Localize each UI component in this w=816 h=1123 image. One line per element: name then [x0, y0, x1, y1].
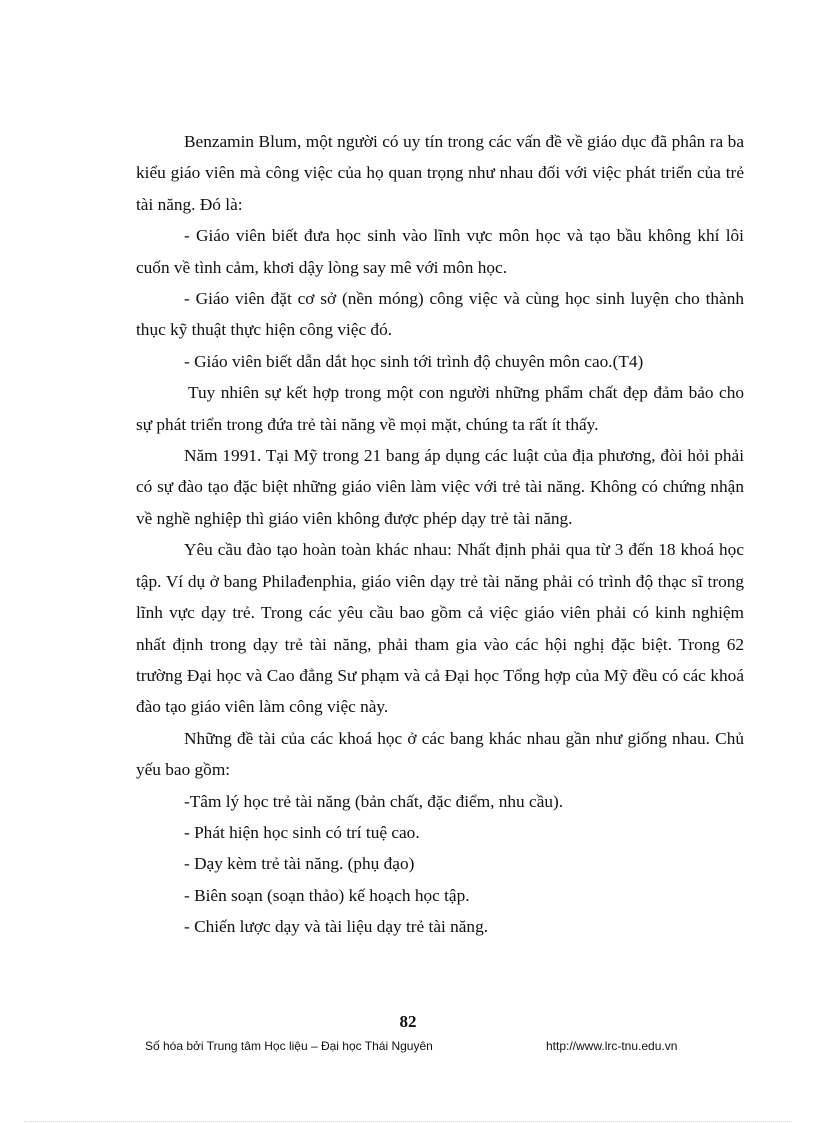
footer-url: http://www.lrc-tnu.edu.vn [546, 1039, 678, 1053]
list-item-2: - Giáo viên đặt cơ sở (nền móng) công việc và cùng học sinh luyện cho thành thục kỹ thuật thực hiện công việc đó. [136, 289, 744, 340]
paragraph-4: Yêu cầu đào tạo hoàn toàn khác nhau: Nhất định phải qua từ 3 đến 18 khoá học tập. Ví dụ ở bang Philađenphia, giáo viên dạy trẻ tài năng phải có trình độ thạc sĩ trong lĩnh vực dạy trẻ. Trong các yêu cầu bao gồm cả việc giáo viên phải có kinh nghiệm nhất định trong dạy trẻ tài năng, phải tham gia vào các hội nghị đặc biệt. Trong 62 trường Đại học và Cao đẳng Sư phạm và cả Đại học Tổng hợp của Mỹ đều có các khoá đào tạo giáo viên làm công việc này. [136, 540, 744, 717]
list-item-6: - Dạy kèm trẻ tài năng. (phụ đạo) [184, 854, 415, 874]
footer-credit: Số hóa bởi Trung tâm Học liệu – Đại học Thái Nguyên [145, 1039, 433, 1053]
paragraph-3: Năm 1991. Tại Mỹ trong 21 bang áp dụng các luật của địa phương, đòi hỏi phải có sự đào tạo đặc biệt những giáo viên làm việc với trẻ tài năng. Không có chứng nhận về nghề nghiệp thì giáo viên không được phép dạy trẻ tài năng. [136, 446, 744, 528]
list-item-1: - Giáo viên biết đưa học sinh vào lĩnh vực môn học và tạo bầu không khí lôi cuốn về tình cảm, khơi dậy lòng say mê với môn học. [136, 226, 744, 277]
page-bottom-divider [24, 1121, 792, 1122]
list-item-8: - Chiến lược dạy và tài liệu dạy trẻ tài năng. [184, 917, 489, 937]
paragraph-2: Tuy nhiên sự kết hợp trong một con người những phẩm chất đẹp đảm bảo cho sự phát triển trong đứa trẻ tài năng về mọi mặt, chúng ta rất ít thấy. [136, 383, 744, 434]
page-number: 82 [399, 1012, 417, 1031]
list-item-5: - Phát hiện học sinh có trí tuệ cao. [184, 822, 420, 842]
paragraph-1: Benzamin Blum, một người có uy tín trong các vấn đề về giáo dục đã phân ra ba kiểu giáo viên mà công việc của họ quan trọng như nhau đối với việc phát triển của trẻ tài năng. Đó là: [136, 132, 744, 214]
list-item-4: -Tâm lý học trẻ tài năng (bản chất, đặc điểm, nhu cầu). [184, 791, 564, 811]
list-item-3: - Giáo viên biết dẫn dắt học sinh tới trình độ chuyên môn cao.(T4) [184, 351, 644, 371]
list-item-7: - Biên soạn (soạn thảo) kế hoạch học tập. [184, 885, 470, 905]
paragraph-5: Những đề tài của các khoá học ở các bang khác nhau gần như giống nhau. Chủ yếu bao gồm: [136, 728, 744, 780]
body-text [136, 126, 744, 943]
